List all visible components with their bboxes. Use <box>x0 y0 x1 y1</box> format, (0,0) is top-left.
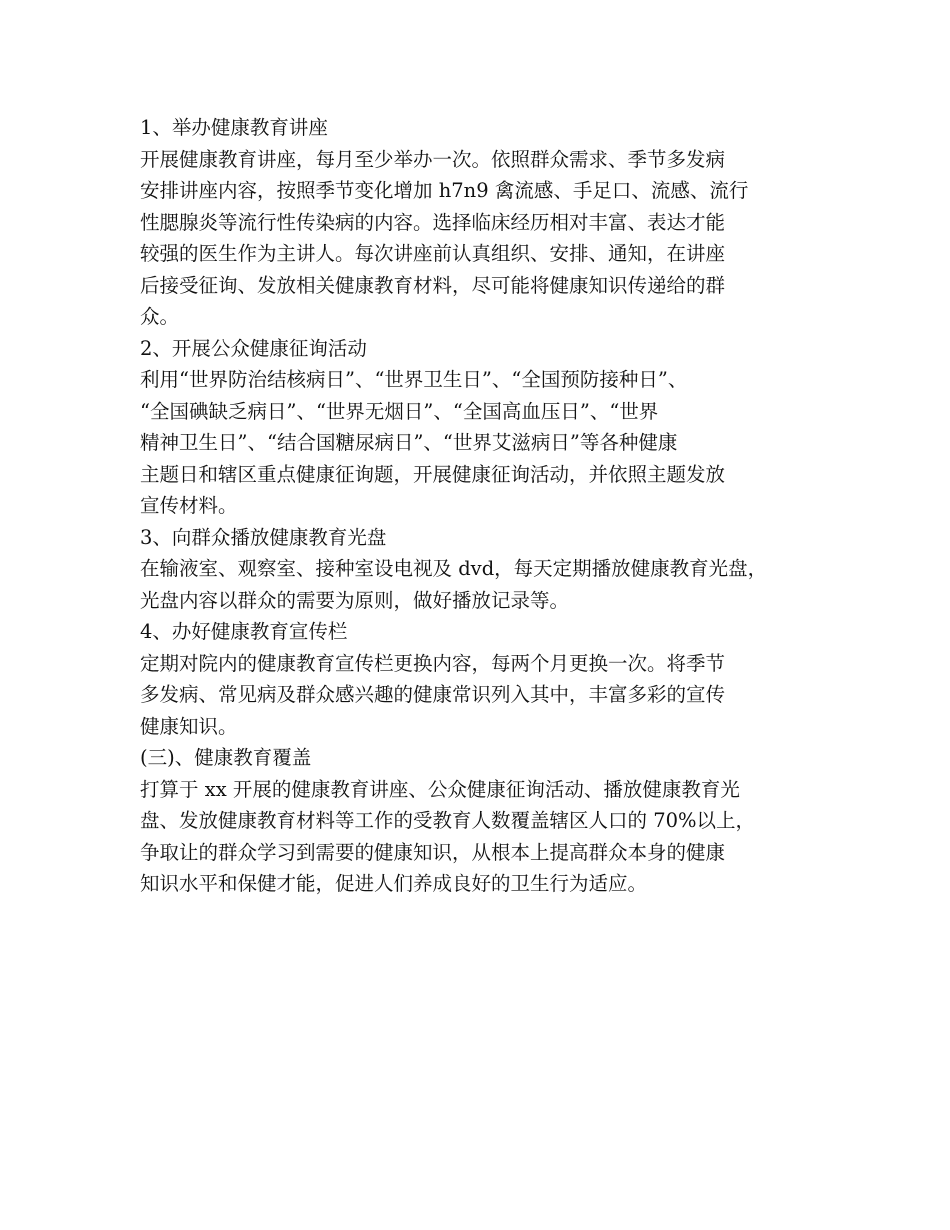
paragraph-line: 安排讲座内容，按照季节变化增加 h7n9 禽流感、手足口、流感、流行 <box>140 179 749 202</box>
heading-coverage: (三)、健康教育覆盖 <box>140 746 312 769</box>
paragraph-line: 争取让的群众学习到需要的健康知识，从根本上提高群众本身的健康 <box>140 840 726 864</box>
paragraph-line: 性腮腺炎等流行性传染病的内容。选择临床经历相对丰富、表达才能 <box>140 210 726 234</box>
paragraph-line: 众。 <box>140 305 180 328</box>
paragraph-line: 利用“世界防治结核病日”、“世界卫生日”、“全国预防接种日”、 <box>140 368 688 391</box>
paragraph-line: 多发病、常见病及群众感兴趣的健康常识列入其中，丰富多彩的宣传 <box>140 683 726 706</box>
heading-consultation: 2、开展公众健康征询活动 <box>140 336 367 360</box>
paragraph-line: 精神卫生日”、“结合国糖尿病日”、“世界艾滋病日”等各种健康 <box>140 431 678 454</box>
paragraph-line: 主题日和辖区重点健康征询题，开展健康征询活动，并依照主题发放 <box>140 462 726 486</box>
paragraph-line: 健康知识。 <box>140 714 238 738</box>
paragraph-line: 宣传材料。 <box>140 494 238 517</box>
paragraph-line: 光盘内容以群众的需要为原则，做好播放记录等。 <box>140 588 570 612</box>
heading-disc: 3、向群众播放健康教育光盘 <box>140 525 387 549</box>
heading-bulletin: 4、办好健康教育宣传栏 <box>140 620 348 643</box>
paragraph-line: 盘、发放健康教育材料等工作的受教育人数覆盖辖区人口的 70%以上， <box>140 809 756 832</box>
paragraph-line: 定期对院内的健康教育宣传栏更换内容，每两个月更换一次。将季节 <box>140 651 726 675</box>
paragraph-line: “全国碘缺乏病日”、“世界无烟日”、“全国高血压日”、“世界 <box>140 399 659 423</box>
paragraph-line: 开展健康教育讲座，每月至少举办一次。依照群众需求、季节多发病 <box>140 147 726 171</box>
paragraph-line: 知识水平和保健才能，促进人们养成良好的卫生行为适应。 <box>140 872 648 895</box>
paragraph-line: 打算于 xx 开展的健康教育讲座、公众健康征询活动、播放健康教育光 <box>140 777 740 801</box>
document-body <box>140 112 830 900</box>
heading-lecture: 1、举办健康教育讲座 <box>140 116 328 139</box>
paragraph-line: 后接受征询、发放相关健康教育材料，尽可能将健康知识传递给的群 <box>140 273 726 297</box>
paragraph-line: 较强的医生作为主讲人。每次讲座前认真组织、安排、通知，在讲座 <box>140 242 726 265</box>
paragraph-line: 在输液室、观察室、接种室设电视及 dvd，每天定期播放健康教育光盘， <box>140 557 768 580</box>
